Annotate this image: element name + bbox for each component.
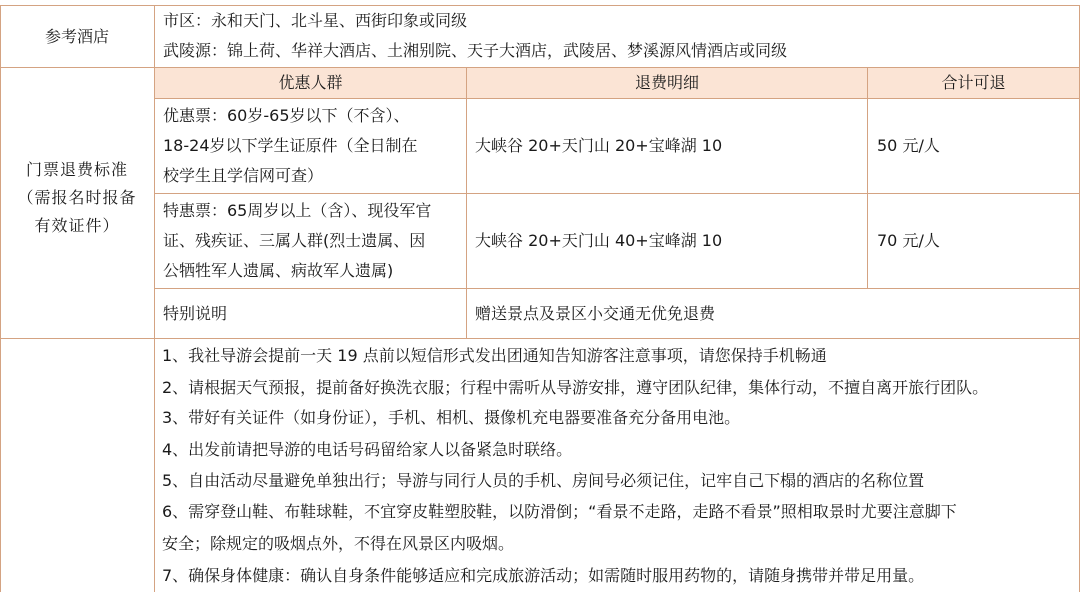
special-value-text: 赠送景点及景区小交通无优免退费: [475, 303, 716, 323]
note-7: 7、确保身体健康：确认自身条件能够适应和完成旅游活动；如需随时服用药物的，请随身携带并带足用量。: [162, 566, 925, 585]
header-total: [868, 68, 1079, 98]
note-2: 2、请根据天气预报，提前备好换洗衣服；行程中需听从导游安排，遵守团队纪律，集体行动，不擅自离开旅行团队。: [162, 378, 989, 397]
row1-total-text: 50 元/人: [877, 136, 940, 155]
hotel-label: 参考酒店: [44, 26, 109, 46]
row2-detail-text: 大峡谷 20+天门山 40+宝峰湖 10: [475, 231, 723, 250]
header-detail: [467, 68, 867, 98]
hotel-label-cell: [0, 6, 154, 67]
row2-total-text: 70 元/人: [877, 231, 940, 250]
header-group-text: 优惠人群: [278, 73, 343, 92]
note-6-continued: 安全；除规定的吸烟点外，不得在风景区内吸烟。: [162, 534, 515, 553]
row1-group-line-3: 校学生且学信网可查）: [163, 166, 324, 185]
special-label-text: 特别说明: [163, 303, 228, 323]
row2-detail: [475, 194, 722, 288]
row1-group-line-1: 优惠票：60岁-65岁以下（不含）、: [163, 106, 410, 125]
header-group: [155, 68, 466, 98]
note-4: 4、出发前请把导游的电话号码留给家人以备紧急时联络。: [162, 440, 573, 459]
row1-total: [877, 99, 940, 193]
ticket-label-line-2: （需报名时报备: [17, 188, 137, 207]
header-total-text: 合计可退: [941, 73, 1006, 92]
header-detail-text: 退费明细: [634, 73, 699, 92]
row1-detail-text: 大峡谷 20+天门山 20+宝峰湖 10: [475, 136, 723, 155]
row2-group-line-3: 公牺牲军人遗属、病故军人遗属): [163, 261, 394, 280]
row1-group: [163, 101, 418, 191]
row1-group-line-2: 18-24岁以下学生证原件（全日制在: [163, 136, 418, 155]
row2-group: [163, 196, 431, 286]
special-label: [163, 289, 227, 338]
row1-detail: [475, 99, 722, 193]
special-value: [475, 289, 715, 338]
ticket-label-line-1: 门票退费标准: [25, 160, 128, 179]
note-5: 5、自由活动尽量避免单独出行；导游与同行人员的手机、房间号必须记住，记牢自己下榻的酒店的名称位置: [162, 471, 925, 490]
note-1: 1、我社导游会提前一天 19 点前以短信形式发出团通知告知游客注意事项，请您保持手机畅通: [162, 346, 827, 365]
row2-group-line-1: 特惠票：65周岁以上（含）、现役军官: [163, 201, 432, 220]
ticket-refund-label: [0, 156, 154, 240]
row2-group-line-2: 证、残疾证、三属人群(烈士遗属、因: [163, 231, 426, 250]
note-3: 3、带好有关证件（如身份证），手机、相机、摄像机充电器要准备充分备用电池。: [162, 408, 741, 427]
ticket-label-line-3: 有效证件）: [34, 216, 120, 235]
note-6: 6、需穿登山鞋、布鞋球鞋，不宜穿皮鞋塑胶鞋，以防滑倒；“看景不走路，走路不看景”照相取景时尤要注意脚下: [162, 502, 957, 521]
hotel-line-1: 市区：永和天门、北斗星、西街印象或同级: [163, 11, 468, 30]
hotel-line-2: 武陵源：锦上荷、华祥大酒店、土湘别院、天子大酒店，武陵居、梦溪源风情酒店或同级: [163, 41, 788, 60]
row2-total: [877, 194, 940, 288]
